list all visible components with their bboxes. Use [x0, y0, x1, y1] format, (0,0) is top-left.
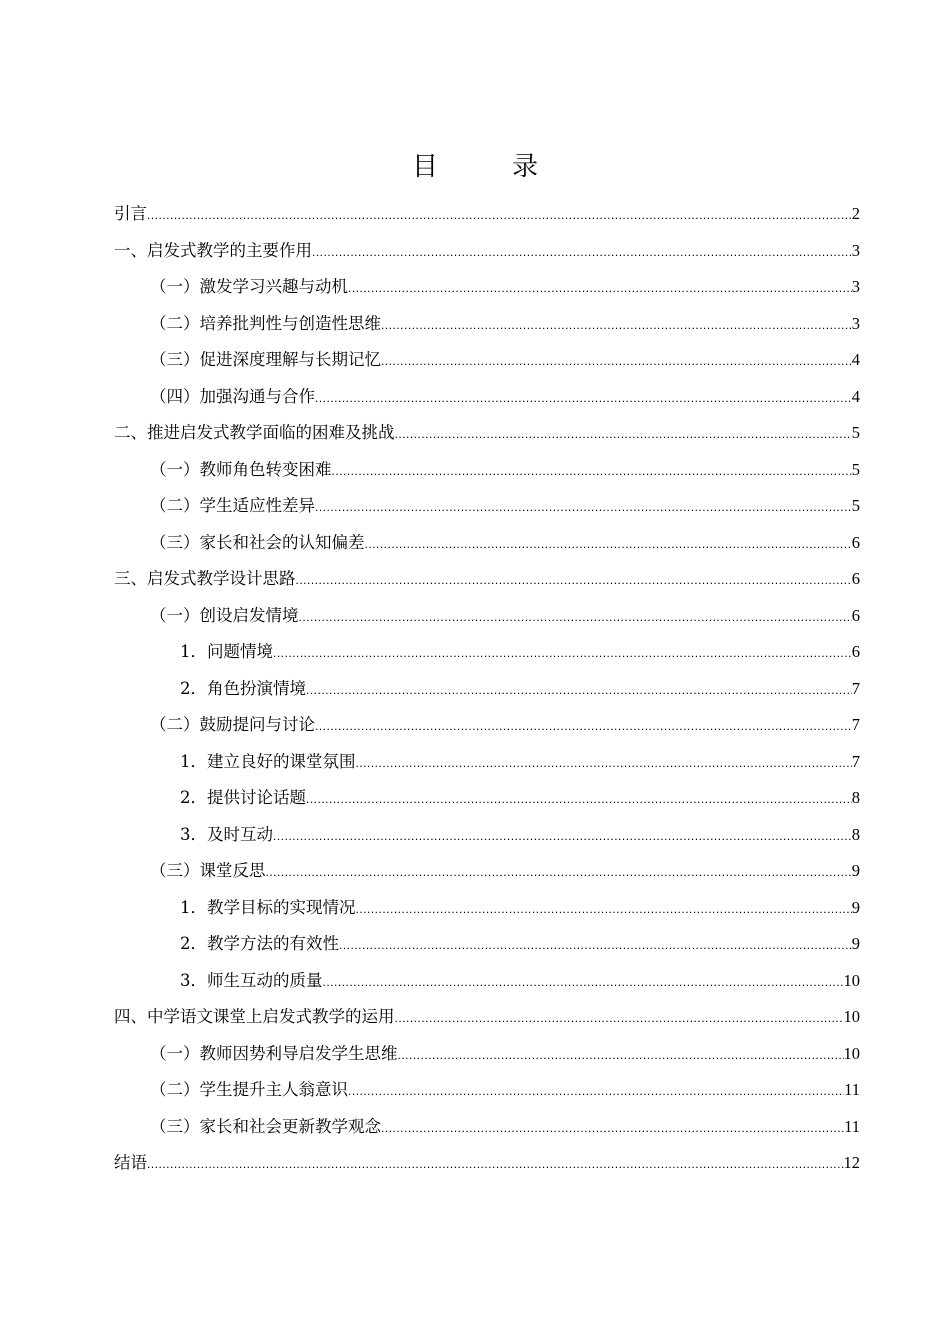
toc-entry-label: （一）教师因势利导启发学生思维 — [150, 1043, 398, 1063]
dot-leader — [381, 1110, 844, 1147]
toc-entry[interactable] — [114, 452, 860, 489]
toc-entry-label: （二）学生适应性差异 — [150, 496, 315, 515]
dot-leader — [365, 526, 852, 563]
toc-entry[interactable] — [114, 817, 860, 854]
toc-entry-label: （二）鼓励提问与讨论 — [150, 715, 315, 734]
dot-leader — [266, 854, 852, 891]
toc-entry-label: 一、启发式教学的主要作用 — [114, 240, 312, 260]
dot-leader — [348, 270, 852, 307]
toc-entry[interactable] — [114, 525, 860, 562]
toc-entry-page-number: 6 — [851, 642, 860, 661]
toc-entry-page-number: 3 — [851, 277, 860, 296]
toc-entry[interactable] — [114, 853, 860, 890]
toc-entry-label: 四、中学语文课堂上启发式教学的运用 — [114, 1007, 395, 1026]
dot-leader — [296, 562, 852, 599]
toc-entry-label: （一）激发学习兴趣与动机 — [150, 277, 348, 296]
toc-entry-label: 2．教学方法的有效性 — [180, 934, 339, 953]
toc-entry-page-number: 7 — [851, 751, 860, 771]
toc-entry[interactable] — [114, 1036, 860, 1073]
toc-entry[interactable] — [114, 1109, 860, 1146]
toc-entry-label: （一）创设启发情境 — [150, 605, 299, 625]
dot-leader — [395, 416, 852, 453]
toc-entry[interactable] — [114, 890, 860, 927]
toc-entry-page-number: 11 — [844, 1116, 860, 1136]
toc-entry-label: 1．建立良好的课堂氛围 — [180, 751, 356, 771]
toc-entry-label: 3．师生互动的质量 — [180, 970, 323, 990]
toc-entry[interactable] — [114, 707, 860, 744]
toc-entry-page-number: 10 — [843, 1043, 860, 1063]
dot-leader — [315, 708, 852, 745]
toc-entry-label: （二）培养批判性与创造性思维 — [150, 313, 381, 333]
toc-entry[interactable] — [114, 926, 860, 963]
dot-leader — [339, 927, 852, 964]
toc-entry-page-number: 8 — [851, 824, 860, 844]
toc-entry[interactable] — [114, 561, 860, 598]
dot-leader — [147, 197, 852, 234]
toc-entry-page-number: 5 — [851, 423, 860, 442]
toc-entry-label: 结语 — [114, 1153, 147, 1172]
toc-entry-page-number: 10 — [843, 970, 860, 990]
dot-leader — [348, 1073, 844, 1110]
dot-leader — [395, 1000, 844, 1037]
dot-leader — [306, 781, 852, 818]
toc-entry-page-number: 3 — [851, 240, 860, 260]
toc-entry-page-number: 10 — [843, 1007, 860, 1026]
toc-entry-page-number: 9 — [851, 861, 860, 880]
toc-entry[interactable] — [114, 999, 860, 1036]
toc-entry-page-number: 11 — [844, 1080, 860, 1099]
toc-entry[interactable] — [114, 634, 860, 671]
toc-entry-label: 引言 — [114, 204, 147, 223]
toc-entry-label: （三）课堂反思 — [150, 861, 266, 880]
toc-entry-page-number: 7 — [851, 715, 860, 734]
toc-entry[interactable] — [114, 269, 860, 306]
toc-entry[interactable] — [114, 342, 860, 379]
toc-entry[interactable] — [114, 233, 860, 270]
toc-entry-label: 3．及时互动 — [180, 824, 273, 844]
dot-leader — [273, 818, 852, 855]
toc-entry-label: 2．提供讨论话题 — [180, 788, 306, 807]
toc-entry-label: （三）家长和社会的认知偏差 — [150, 532, 365, 552]
toc-entry-page-number: 5 — [851, 459, 860, 479]
toc-entry[interactable] — [114, 963, 860, 1000]
dot-leader — [147, 1146, 844, 1183]
toc-entry-page-number: 9 — [851, 897, 860, 917]
toc-entry-page-number: 6 — [851, 605, 860, 625]
dot-leader — [381, 307, 852, 344]
dot-leader — [312, 234, 852, 271]
toc-entry-label: （二）学生提升主人翁意识 — [150, 1080, 348, 1099]
dot-leader — [315, 489, 852, 526]
toc-entry[interactable] — [114, 1072, 860, 1109]
toc-entry-page-number: 9 — [851, 934, 860, 953]
toc-entry-page-number: 3 — [851, 313, 860, 333]
toc-entry-page-number: 4 — [851, 386, 860, 406]
dot-leader — [356, 745, 852, 782]
dot-leader — [273, 635, 852, 672]
toc-entry[interactable] — [114, 379, 860, 416]
toc-entry-label: （三）促进深度理解与长期记忆 — [150, 350, 381, 369]
dot-leader — [306, 672, 852, 709]
toc-title: 目 录 — [411, 152, 562, 182]
dot-leader — [299, 599, 852, 636]
toc-entry[interactable] — [114, 1145, 860, 1182]
toc-entry[interactable] — [114, 744, 860, 781]
toc-entry-label: （三）家长和社会更新教学观念 — [150, 1116, 381, 1136]
toc-entry-label: 2．角色扮演情境 — [180, 678, 306, 698]
toc-entry-page-number: 12 — [843, 1153, 860, 1172]
toc-entry-page-number: 5 — [851, 496, 860, 515]
toc-entry-label: 三、启发式教学设计思路 — [114, 569, 296, 588]
toc-entry[interactable] — [114, 196, 860, 233]
dot-leader — [315, 380, 852, 417]
toc-entry-label: 1．教学目标的实现情况 — [180, 897, 356, 917]
toc-entry-page-number: 2 — [851, 204, 860, 223]
toc-entry-label: （一）教师角色转变困难 — [150, 459, 332, 479]
dot-leader — [356, 891, 852, 928]
toc-entry-page-number: 4 — [851, 350, 860, 369]
toc-entry-label: （四）加强沟通与合作 — [150, 386, 315, 406]
dot-leader — [398, 1037, 844, 1074]
toc-entry-page-number: 7 — [851, 678, 860, 698]
dot-leader — [381, 343, 852, 380]
toc-entry-page-number: 6 — [851, 532, 860, 552]
toc-entry-label: 二、推进启发式教学面临的困难及挑战 — [114, 423, 395, 442]
toc-entry[interactable] — [114, 598, 860, 635]
toc-entry-page-number: 8 — [851, 788, 860, 807]
toc-entry[interactable] — [114, 488, 860, 525]
toc-entry[interactable] — [114, 780, 860, 817]
toc-list — [114, 196, 860, 1182]
dot-leader — [332, 453, 852, 490]
dot-leader — [323, 964, 844, 1001]
toc-entry-label: 1．问题情境 — [180, 642, 273, 661]
toc-entry[interactable] — [114, 671, 860, 708]
toc-entry-page-number: 6 — [851, 569, 860, 588]
toc-entry[interactable] — [114, 306, 860, 343]
toc-entry[interactable] — [114, 415, 860, 452]
